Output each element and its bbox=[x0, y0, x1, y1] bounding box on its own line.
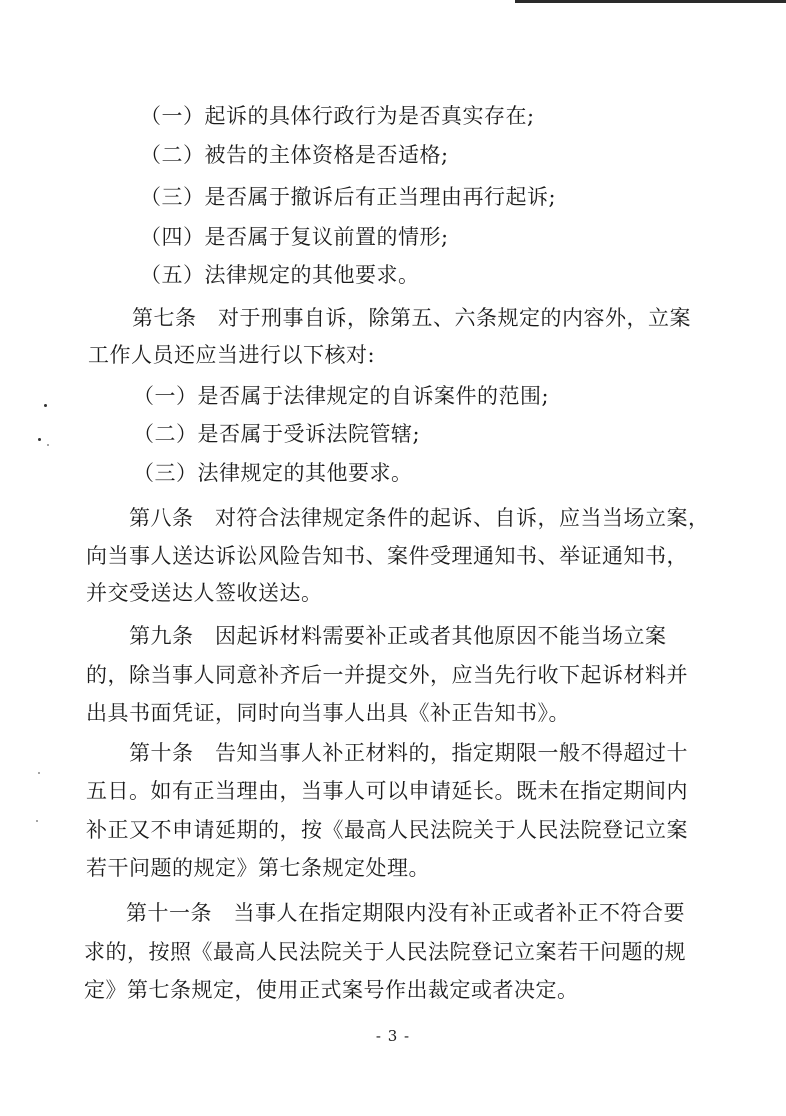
article-line: 补正又不申请延期的，按《最高人民法院关于人民法院登记立案 bbox=[86, 818, 688, 842]
article-line: 第八条 对符合法律规定条件的起诉、自诉，应当当场立案， bbox=[129, 506, 710, 530]
article-line: 第十条 告知当事人补正材料的，指定期限一般不得超过十 bbox=[129, 741, 688, 765]
article-line: 第七条 对于刑事自诉，除第五、六条规定的内容外，立案 bbox=[132, 306, 691, 330]
scan-speck bbox=[38, 438, 41, 441]
article-line: 求的，按照《最高人民法院关于人民法院登记立案若干问题的规 bbox=[84, 940, 686, 964]
article-line: 并交受送达人签收送达。 bbox=[86, 581, 323, 605]
scan-speck bbox=[44, 404, 47, 407]
clause-line: （二）是否属于受诉法院管辖; bbox=[133, 422, 421, 446]
article-line: 五日。如有正当理由，当事人可以申请延长。既未在指定期间内 bbox=[86, 779, 688, 803]
article-line: 第九条 因起诉材料需要补正或者其他原因不能当场立案 bbox=[129, 624, 667, 648]
scan-speck bbox=[47, 444, 49, 446]
clause-line: （三）法律规定的其他要求。 bbox=[133, 461, 413, 485]
page-number: - 3 - bbox=[375, 1027, 411, 1045]
clause-line: （五）法律规定的其他要求。 bbox=[140, 263, 420, 287]
clause-line: （四）是否属于复议前置的情形; bbox=[140, 225, 449, 249]
clause-line: （二）被告的主体资格是否适格; bbox=[140, 143, 449, 167]
clause-line: （一）是否属于法律规定的自诉案件的范围; bbox=[133, 384, 550, 408]
scan-edge-line bbox=[515, 0, 786, 3]
article-line: 出具书面凭证，同时向当事人出具《补正告知书》。 bbox=[86, 701, 570, 725]
scan-speck bbox=[38, 772, 40, 774]
article-line: 若干问题的规定》第七条规定处理。 bbox=[86, 856, 430, 880]
article-line: 第十一条 当事人在指定期限内没有补正或者补正不符合要 bbox=[126, 901, 685, 925]
scan-speck bbox=[36, 820, 38, 822]
article-line: 向当事人送达诉讼风险告知书、案件受理通知书、举证通知书， bbox=[86, 544, 688, 568]
article-line: 定》第七条规定，使用正式案号作出裁定或者决定。 bbox=[84, 978, 579, 1002]
article-line: 工作人员还应当进行以下核对: bbox=[88, 343, 376, 367]
clause-line: （三）是否属于撤诉后有正当理由再行起诉; bbox=[140, 185, 557, 209]
clause-line: （一）起诉的具体行政行为是否真实存在; bbox=[140, 104, 535, 128]
article-line: 的，除当事人同意补齐后一并提交外，应当先行收下起诉材料并 bbox=[86, 663, 688, 687]
